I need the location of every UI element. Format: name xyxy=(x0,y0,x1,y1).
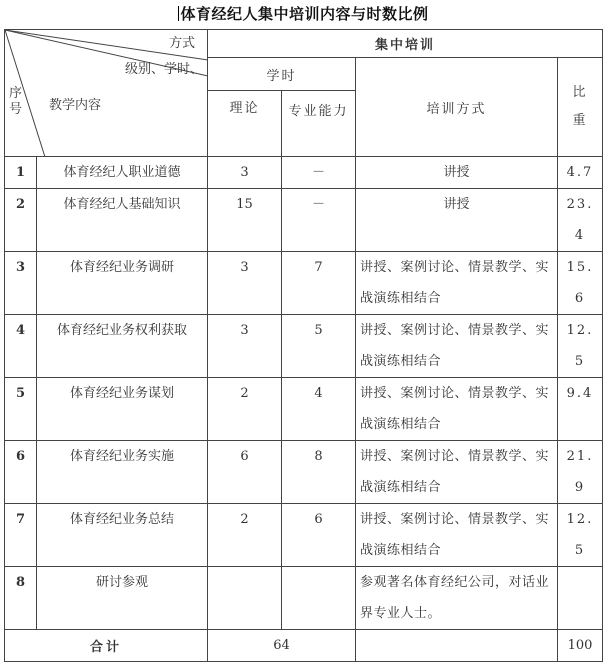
row-number: 1 xyxy=(5,157,37,189)
professional-header: 专业能力 xyxy=(282,91,356,157)
row-content: 体育经纪人基础知识 xyxy=(37,189,208,252)
row-theory xyxy=(208,567,282,630)
row-content: 体育经纪业务调研 xyxy=(37,252,208,315)
table-row xyxy=(5,157,603,189)
row-method: 参观著名体育经纪公司，对话业界专业人士。 xyxy=(356,567,558,630)
row-professional: 4 xyxy=(282,378,356,441)
row-theory: 2 xyxy=(208,504,282,567)
row-method: 讲授、案例讨论、情景教学、实战演练相结合 xyxy=(356,378,558,441)
row-number: 7 xyxy=(5,504,37,567)
row-theory: 2 xyxy=(208,378,282,441)
group-header: 集中培训 xyxy=(208,30,603,58)
row-professional xyxy=(282,567,356,630)
row-number: 6 xyxy=(5,441,37,504)
row-number: 3 xyxy=(5,252,37,315)
row-content: 体育经纪人职业道德 xyxy=(37,157,208,189)
row-number: 4 xyxy=(5,315,37,378)
row-ratio: 4.7 xyxy=(558,157,603,189)
total-method-empty xyxy=(356,630,558,662)
row-content: 研讨参观 xyxy=(37,567,208,630)
table-row xyxy=(5,189,603,252)
row-ratio xyxy=(558,567,603,630)
table-row xyxy=(5,504,603,567)
theory-header: 理论 xyxy=(208,91,282,157)
table-row xyxy=(5,441,603,504)
row-method: 讲授 xyxy=(356,157,558,189)
row-professional: 8 xyxy=(282,441,356,504)
table-row xyxy=(5,252,603,315)
table-row xyxy=(5,378,603,441)
document-title xyxy=(0,3,607,24)
row-content: 体育经纪业务实施 xyxy=(37,441,208,504)
diag-level-label: 级别、学时、 xyxy=(125,62,204,77)
row-ratio: 15.6 xyxy=(558,252,603,315)
row-content: 体育经纪业务谋划 xyxy=(37,378,208,441)
row-theory: 6 xyxy=(208,441,282,504)
row-ratio: 23.4 xyxy=(558,189,603,252)
row-theory: 3 xyxy=(208,157,282,189)
diag-content-label: 教学内容 xyxy=(49,98,102,113)
row-professional: 7 xyxy=(282,252,356,315)
total-ratio: 100 xyxy=(558,630,603,662)
diagonal-header-cell xyxy=(5,30,208,157)
row-content: 体育经纪业务权利获取 xyxy=(37,315,208,378)
row-method: 讲授 xyxy=(356,189,558,252)
row-professional: － xyxy=(282,189,356,252)
row-ratio: 21.9 xyxy=(558,441,603,504)
row-number: 8 xyxy=(5,567,37,630)
diag-method-label: 方式 xyxy=(169,36,196,51)
row-content: 体育经纪业务总结 xyxy=(37,504,208,567)
row-ratio: 12.5 xyxy=(558,315,603,378)
method-header: 培训方式 xyxy=(356,58,558,157)
row-number: 2 xyxy=(5,189,37,252)
row-ratio: 12.5 xyxy=(558,504,603,567)
row-professional: － xyxy=(282,157,356,189)
table-row xyxy=(5,567,603,630)
total-row xyxy=(5,630,603,662)
table-row xyxy=(5,315,603,378)
row-ratio: 9.4 xyxy=(558,378,603,441)
row-professional: 5 xyxy=(282,315,356,378)
row-theory: 3 xyxy=(208,315,282,378)
diag-seq-label: 序号 xyxy=(9,86,23,117)
row-theory: 15 xyxy=(208,189,282,252)
ratio-header: 比重 xyxy=(558,58,603,157)
total-label: 合计 xyxy=(5,630,208,662)
row-method: 讲授、案例讨论、情景教学、实战演练相结合 xyxy=(356,252,558,315)
hours-header: 学时 xyxy=(208,58,356,91)
row-number: 5 xyxy=(5,378,37,441)
row-method: 讲授、案例讨论、情景教学、实战演练相结合 xyxy=(356,441,558,504)
row-method: 讲授、案例讨论、情景教学、实战演练相结合 xyxy=(356,315,558,378)
row-theory: 3 xyxy=(208,252,282,315)
row-method: 讲授、案例讨论、情景教学、实战演练相结合 xyxy=(356,504,558,567)
title-text: 体育经纪人集中培训内容与时数比例 xyxy=(180,5,429,23)
row-professional: 6 xyxy=(282,504,356,567)
training-table xyxy=(4,29,603,662)
total-hours: 64 xyxy=(208,630,356,662)
